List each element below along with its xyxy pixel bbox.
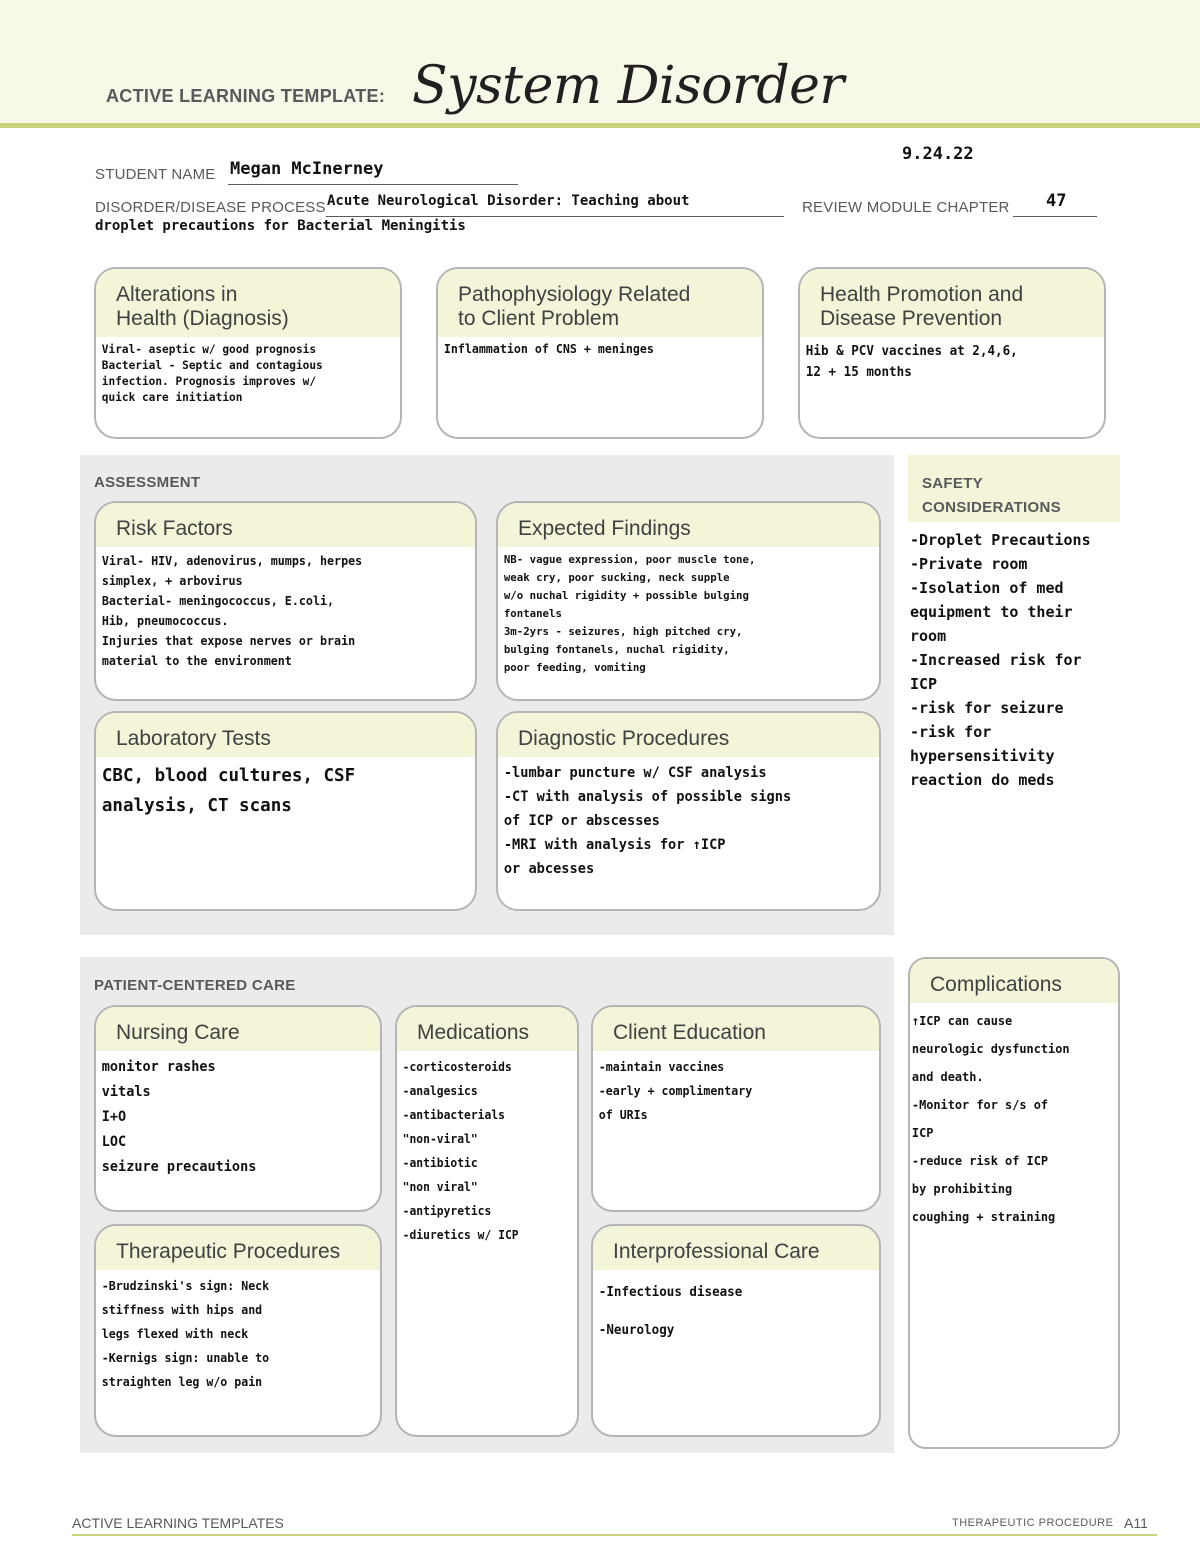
header-rule [0, 123, 1200, 128]
footer-page-number: A11 [1124, 1515, 1148, 1531]
alterations-content[interactable]: Viral- aseptic w/ good prognosis Bacterial - Septic and contagious infection. Prognosis improves w/ quick care initiation [101, 342, 323, 404]
client-education-content[interactable]: -maintain vaccines -early + complimentary of URIs [598, 1060, 753, 1122]
therapeutic-procedures-box [94, 1224, 382, 1437]
safety-label: SAFETY CONSIDERATIONS [922, 475, 1061, 516]
medications-content[interactable]: -corticosteroids -analgesics -antibacterials "non-viral" -antibiotic "non viral" -antipyretics -diuretics w/ ICP [402, 1060, 519, 1242]
diagnostic-procedures-box [496, 711, 881, 911]
interprofessional-care-title: Interprofessional Care [593, 1226, 879, 1270]
complications-box [908, 957, 1120, 1449]
health-promotion-title: Health Promotion and Disease Prevention [800, 269, 1104, 337]
disorder-label: DISORDER/DISEASE PROCESS [95, 199, 326, 216]
disorder-value-line1[interactable]: Acute Neurological Disorder: Teaching about [327, 193, 690, 209]
risk-factors-box [94, 501, 477, 701]
student-name-value[interactable]: Megan McInerney [230, 159, 384, 179]
therapeutic-procedures-title: Therapeutic Procedures [96, 1226, 380, 1270]
complications-content[interactable]: ↑ICP can cause neurologic dysfunction and death. -Monitor for s/s of ICP -reduce risk of ICP by prohibiting coughing + straining [911, 1013, 1070, 1224]
pathophysiology-content[interactable]: Inflammation of CNS + meninges [443, 342, 654, 356]
expected-findings-box [496, 501, 881, 701]
template-label: ACTIVE LEARNING TEMPLATE: [106, 86, 386, 106]
footer-right-text: THERAPEUTIC PROCEDURE [952, 1517, 1114, 1529]
template-title: System Disorder [412, 56, 844, 116]
risk-factors-title: Risk Factors [96, 503, 475, 547]
expected-findings-title: Expected Findings [498, 503, 879, 547]
diagnostic-procedures-content[interactable]: -lumbar puncture w/ CSF analysis -CT with analysis of possible signs of ICP or abscesses -MRI with analysis for ↑ICP or abcesses [503, 765, 792, 877]
interprofessional-care-box [591, 1224, 881, 1437]
disorder-line [326, 216, 784, 217]
student-name-label: STUDENT NAME [95, 166, 216, 183]
pathophysiology-box [436, 267, 764, 439]
diagnostic-procedures-title: Diagnostic Procedures [498, 713, 879, 757]
complications-title: Complications [910, 959, 1118, 1003]
health-promotion-box [798, 267, 1106, 439]
review-module-value[interactable]: 47 [1046, 191, 1067, 211]
medications-box [395, 1005, 579, 1437]
alterations-title: Alterations in Health (Diagnosis) [96, 269, 400, 337]
health-promotion-content[interactable]: Hib & PCV vaccines at 2,4,6, 12 + 15 months [805, 344, 1018, 380]
patient-centered-care-label: PATIENT-CENTERED CARE [94, 977, 296, 994]
disorder-value-line2[interactable]: droplet precautions for Bacterial Meningitis [95, 218, 466, 234]
review-module-line [1013, 216, 1097, 217]
review-module-label: REVIEW MODULE CHAPTER [802, 199, 1010, 216]
pathophysiology-title: Pathophysiology Related to Client Problem [438, 269, 762, 337]
laboratory-tests-box [94, 711, 477, 911]
safety-content[interactable]: -Droplet Precautions -Private room -Isolation of med equipment to their room -Increased risk for ICP -risk for seizure -risk for hypersensitivity reaction do meds [910, 531, 1091, 789]
client-education-box [591, 1005, 881, 1212]
nursing-care-box [94, 1005, 382, 1212]
date-value[interactable]: 9.24.22 [902, 144, 974, 164]
risk-factors-content[interactable]: Viral- HIV, adenovirus, mumps, herpes simplex, + arbovirus Bacterial- meningococcus, E.coli, Hib, pneumococcus. Injuries that expose nerves or brain material to the environment [101, 554, 363, 668]
footer-left-text: ACTIVE LEARNING TEMPLATES [72, 1515, 284, 1531]
medications-title: Medications [397, 1007, 577, 1051]
footer-rule [72, 1534, 1157, 1536]
student-name-line [228, 184, 518, 185]
nursing-care-content[interactable]: monitor rashes vitals I+O LOC seizure precautions [101, 1059, 257, 1175]
nursing-care-title: Nursing Care [96, 1007, 380, 1051]
laboratory-tests-title: Laboratory Tests [96, 713, 475, 757]
expected-findings-content[interactable]: NB- vague expression, poor muscle tone, weak cry, poor sucking, neck supple w/o nuchal rigidity + possible bulging fontanels 3m-2yrs - seizures, high pitched cry, bulging fontanels, nuchal rigidity, poor feeding, vomiting [503, 553, 756, 674]
laboratory-tests-content[interactable]: CBC, blood cultures, CSF analysis, CT scans [101, 765, 356, 816]
therapeutic-procedures-content[interactable]: -Brudzinski's sign: Neck stiffness with hips and legs flexed with neck -Kernigs sign: unable to straighten leg w/o pain [101, 1279, 270, 1389]
interprofessional-care-content[interactable]: -Infectious disease -Neurology [598, 1285, 743, 1338]
client-education-title: Client Education [593, 1007, 879, 1051]
alterations-box [94, 267, 402, 439]
assessment-label: ASSESSMENT [94, 474, 201, 491]
